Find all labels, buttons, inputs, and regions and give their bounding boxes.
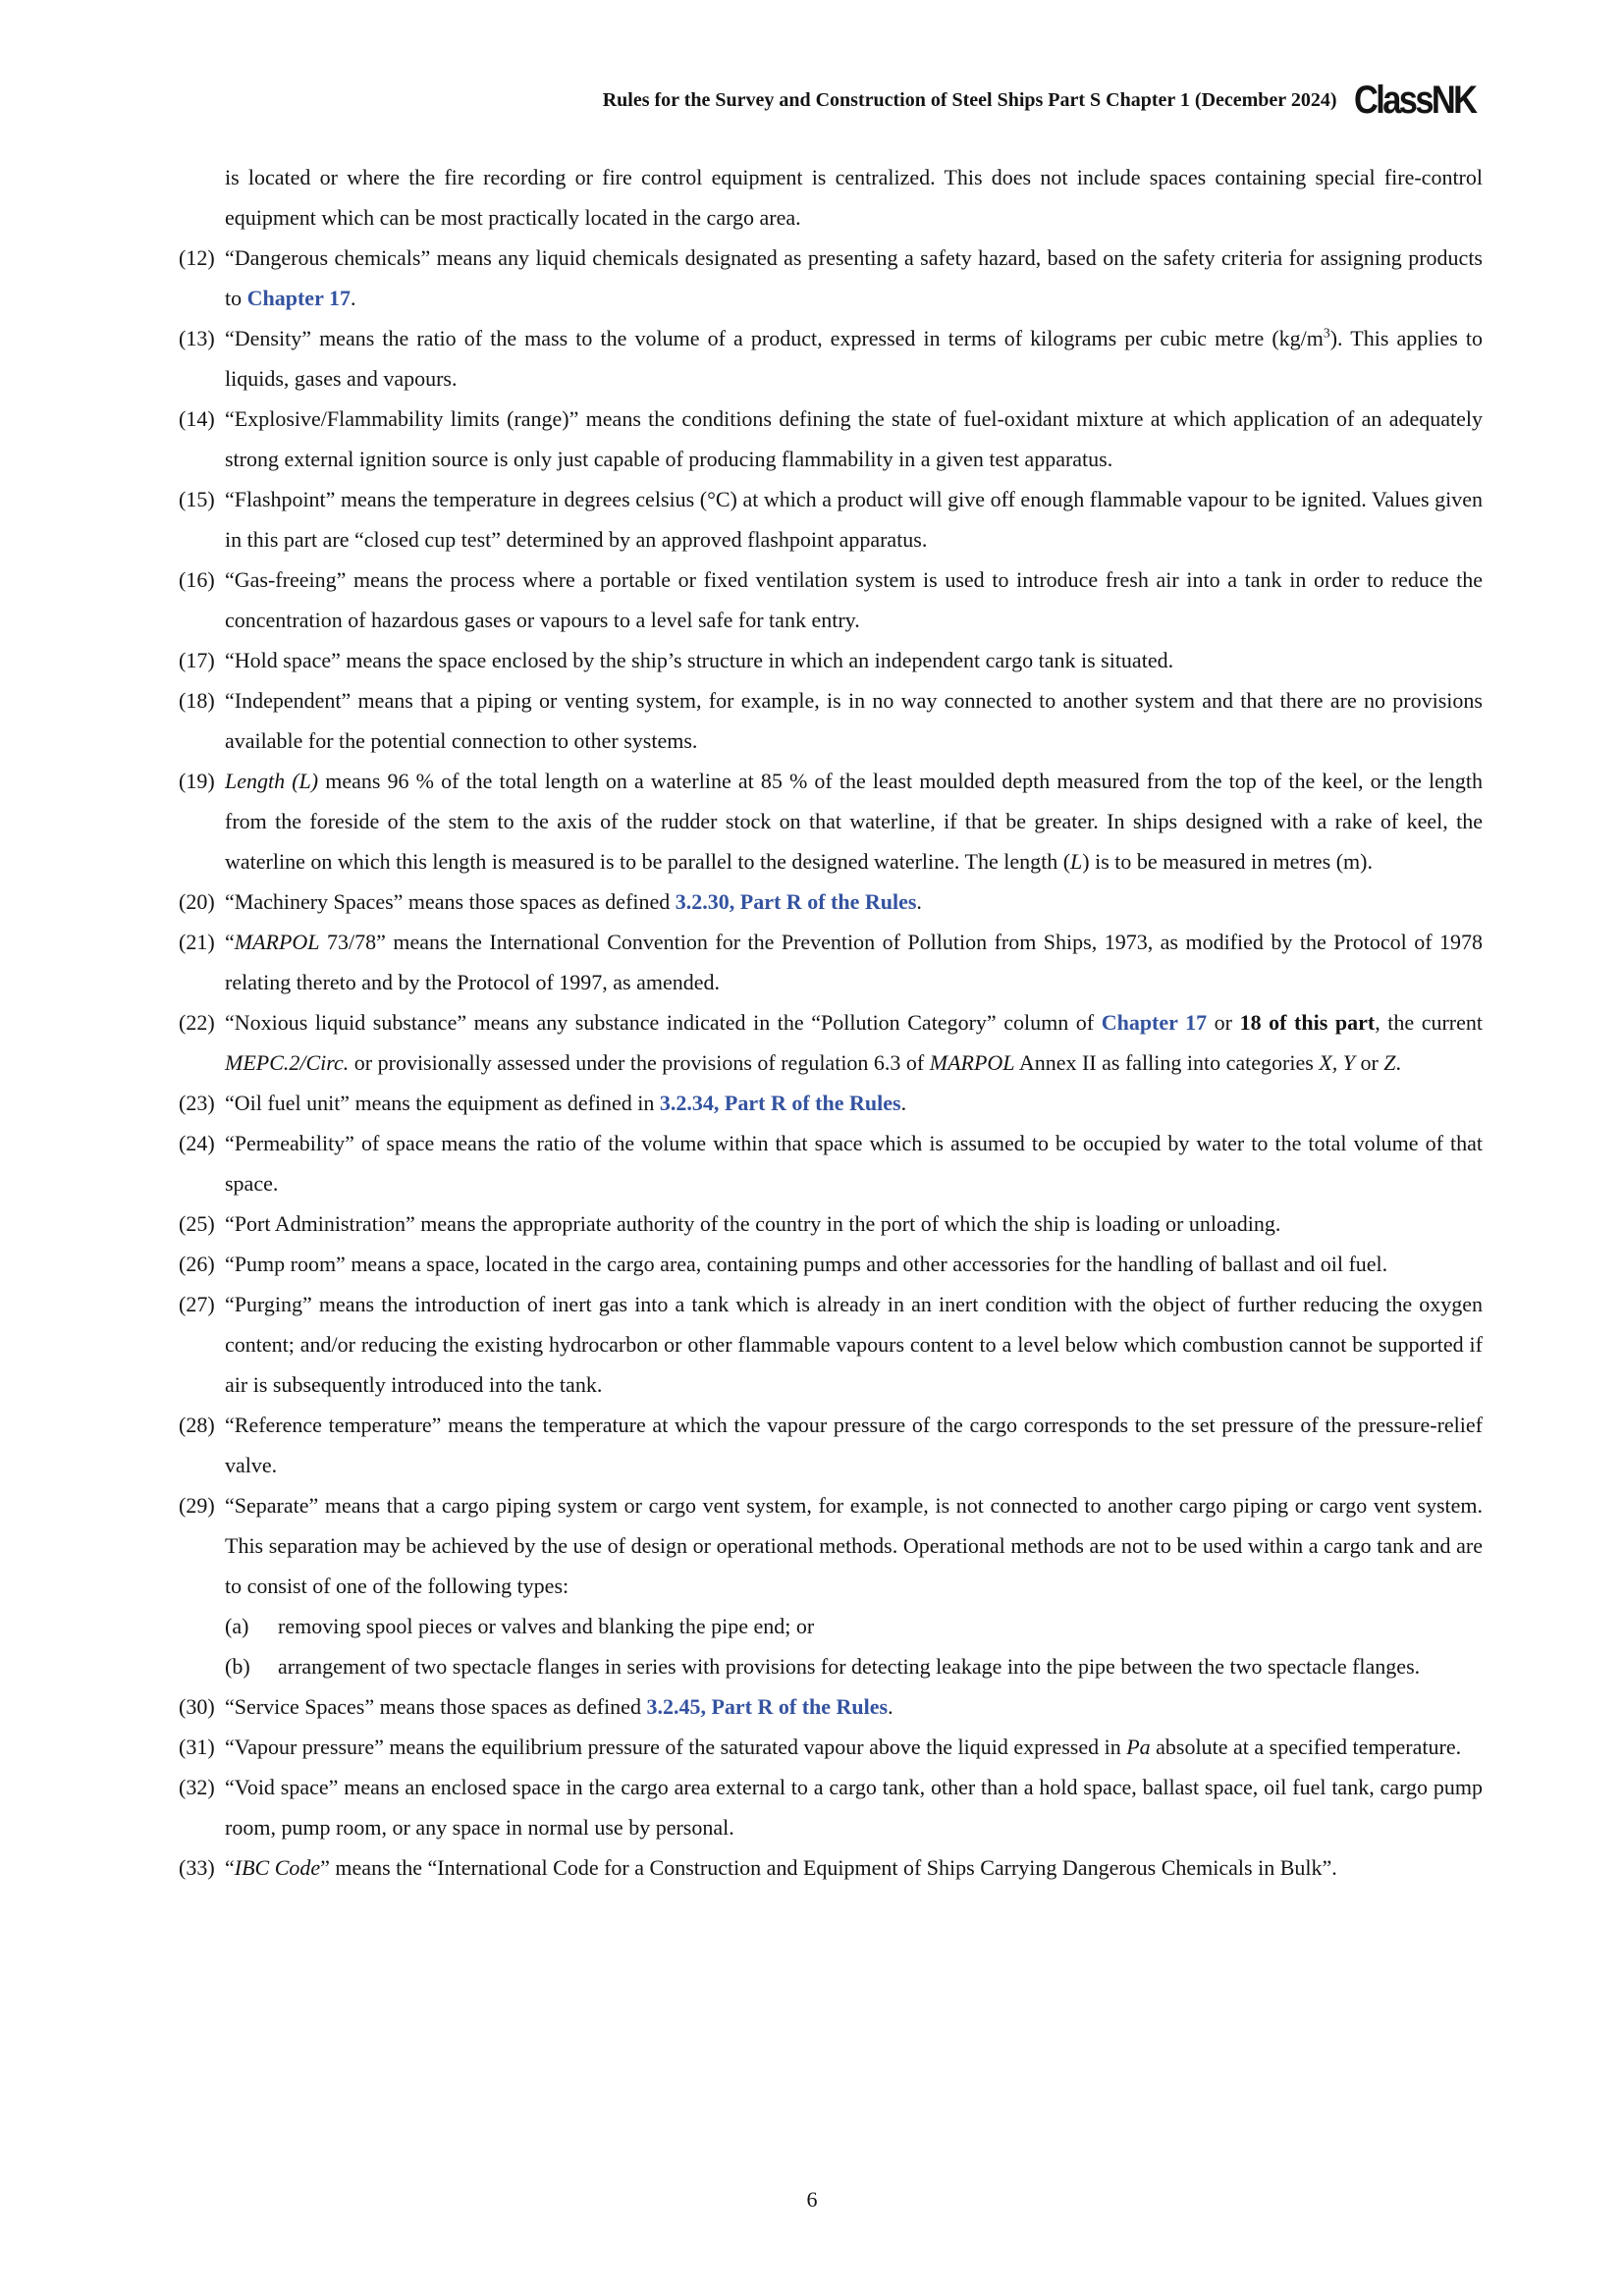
definition-item [179, 922, 1483, 1002]
text-segment: . [900, 1091, 907, 1115]
definition-sub-item [179, 1606, 1483, 1646]
definition-sub-item [179, 1646, 1483, 1686]
text-segment: Pa [1126, 1735, 1151, 1759]
text-segment: “Separate” means that a cargo piping system or cargo vent system, for example, is not connected to another cargo piping or cargo vent system. This separation may be achieved by the use of design or operational methods. Operational methods are not to be used within a cargo tank and are to consist of one of the following types: [225, 1493, 1483, 1598]
definition-item [179, 881, 1483, 922]
definition-item [179, 1767, 1483, 1847]
item-number: (26) [179, 1252, 215, 1276]
text-segment: 73/78” means the International Convention for the Prevention of Pollution from Ships, 1973, as modified by the Protocol of 1978 relating thereto and by the Protocol of 1997, as amended. [225, 930, 1483, 994]
cross-reference-link[interactable]: 3.2.30, Part R of the Rules [675, 889, 917, 914]
item-number: (23) [179, 1091, 215, 1115]
text-segment: “Dangerous chemicals” means any liquid chemicals designated as presenting a safety hazard, based on the safety criteria for assigning products to [225, 245, 1483, 310]
text-segment: L [1070, 849, 1083, 874]
text-segment: Z [1383, 1050, 1396, 1075]
text-segment: “Pump room” means a space, located in the cargo area, containing pumps and other accessories for the handling of ballast and oil fuel. [225, 1252, 1388, 1276]
text-segment: “Gas-freeing” means the process where a portable or fixed ventilation system is used to introduce fresh air into a tank in order to reduce the concentration of hazardous gases or vapours to a level safe for tank entry. [225, 567, 1483, 632]
item-number: (24) [179, 1131, 215, 1155]
text-segment: . [1395, 1050, 1402, 1075]
item-number: (31) [179, 1735, 215, 1759]
text-segment: “Explosive/Flammability limits (range)” means the conditions defining the state of fuel-oxidant mixture at which application of an adequately strong external ignition source is only just capable of producing flammability in a given test apparatus. [225, 406, 1483, 471]
text-segment: . [350, 286, 356, 310]
item-number: (32) [179, 1775, 215, 1799]
text-segment: “Density” means the ratio of the mass to the volume of a product, expressed in terms of kilograms per cubic metre (kg/m [225, 326, 1324, 350]
text-segment: means 96 % of the total length on a waterline at 85 % of the least moulded depth measured from the top of the keel, or the length from the foreside of the stem to the axis of the rudder stock on that waterline, if that be greater. In ships designed with a rake of keel, the waterline on which this length is measured is to be parallel to the designed waterline. The length ( [225, 769, 1484, 874]
item-number: (19) [179, 769, 215, 793]
definition-item [179, 1083, 1483, 1123]
definition-item [179, 1123, 1483, 1203]
text-segment: MARPOL [234, 930, 320, 954]
text-segment: . [916, 889, 922, 914]
definition-item [179, 1244, 1483, 1284]
cross-reference-link[interactable]: 3.2.34, Part R of the Rules [659, 1091, 901, 1115]
text-segment: “Port Administration” means the appropriate authority of the country in the port of which the ship is loading or unloading. [225, 1211, 1281, 1236]
cross-reference-link[interactable]: Chapter 17 [246, 286, 351, 310]
text-segment: absolute at a specified temperature. [1150, 1735, 1462, 1759]
header-title: Rules for the Survey and Construction of Steel Ships Part S Chapter 1 (December 2024) [602, 88, 1337, 111]
definition-item [179, 761, 1483, 881]
text-segment: “Void space” means an enclosed space in the cargo area external to a cargo tank, other than a hold space, ballast space, oil fuel tank, cargo pump room, pump room, or any space in normal use by personal. [225, 1775, 1483, 1840]
definition-item [179, 1485, 1483, 1606]
paragraph-continuation [179, 157, 1483, 238]
text-segment: “ [225, 930, 235, 954]
text-segment: MARPOL [929, 1050, 1015, 1075]
text-segment: “Service Spaces” means those spaces as defined [225, 1694, 647, 1719]
text-segment: “Permeability” of space means the ratio of the volume within that space which is assumed to be occupied by water to the total volume of that space. [225, 1131, 1483, 1196]
text-segment: IBC Code [234, 1855, 321, 1880]
item-number: (14) [179, 406, 215, 431]
item-number: (18) [179, 688, 215, 713]
text-segment: or [1354, 1050, 1384, 1075]
text-segment: . [888, 1694, 893, 1719]
definition-item [179, 1405, 1483, 1485]
definition-item [179, 479, 1483, 560]
document-body [179, 157, 1483, 1888]
definition-item [179, 318, 1483, 399]
item-number: (21) [179, 930, 215, 954]
item-number: (27) [179, 1292, 215, 1316]
page-number: 6 [806, 2187, 818, 2212]
definition-item [179, 399, 1483, 479]
item-number: (33) [179, 1855, 215, 1880]
item-number: (12) [179, 245, 215, 270]
item-number: (13) [179, 326, 215, 350]
item-number: (22) [179, 1010, 215, 1035]
definition-item [179, 1284, 1483, 1405]
definition-item [179, 1727, 1483, 1767]
definition-item [179, 1203, 1483, 1244]
classnk-logo: ClassNK [1354, 79, 1476, 122]
text-segment: “Independent” means that a piping or venting system, for example, is in no way connected to another system and that there are no provisions available for the potential connection to other systems. [225, 688, 1483, 753]
page-header [0, 80, 1495, 120]
text-segment: “Oil fuel unit” means the equipment as defined in [225, 1091, 660, 1115]
item-number: (b) [225, 1654, 250, 1679]
text-segment: “Flashpoint” means the temperature in degrees celsius (°C) at which a product will give off enough flammable vapour to be ignited. Values given in this part are “closed cup test” determined by an approved flashpoint apparatus. [225, 487, 1483, 552]
text-segment: Length (L) [225, 769, 319, 793]
text-segment: 18 of this part [1239, 1010, 1376, 1035]
text-segment: , the current [1375, 1010, 1484, 1035]
text-segment: “Noxious liquid substance” means any substance indicated in the “Pollution Category” column of [225, 1010, 1102, 1035]
text-segment: ) is to be measured in metres (m). [1082, 849, 1373, 874]
text-segment: “Hold space” means the space enclosed by the ship’s structure in which an independent cargo tank is situated. [225, 648, 1174, 672]
text-segment: “Machinery Spaces” means those spaces as defined [225, 889, 676, 914]
text-segment: Annex II as falling into categories [1014, 1050, 1320, 1075]
item-number: (17) [179, 648, 215, 672]
text-segment: or provisionally assessed under the provisions of regulation 6.3 of [349, 1050, 930, 1075]
text-segment: removing spool pieces or valves and blanking the pipe end; or [278, 1614, 815, 1638]
definition-item [179, 680, 1483, 761]
text-segment: X, Y [1319, 1050, 1355, 1075]
cross-reference-link[interactable]: 3.2.45, Part R of the Rules [646, 1694, 889, 1719]
item-number: (16) [179, 567, 215, 592]
item-number: (29) [179, 1493, 215, 1518]
text-segment: MEPC.2/Circ. [225, 1050, 350, 1075]
item-number: (20) [179, 889, 215, 914]
text-segment: “ [225, 1855, 235, 1880]
page-footer [0, 2187, 1624, 2213]
text-segment: arrangement of two spectacle flanges in series with provisions for detecting leakage into the pipe between the two spectacle flanges. [278, 1654, 1421, 1679]
text-segment: “Purging” means the introduction of inert gas into a tank which is already in an inert condition with the object of further reducing the oxygen content; and/or reducing the existing hydrocarbon or other flammable vapours content to a level below which combustion cannot be supported if air is subsequently introduced into the tank. [225, 1292, 1483, 1397]
text-segment: 3 [1323, 325, 1330, 341]
text-segment: ). This applies to liquids, gases and vapours. [225, 326, 1484, 391]
item-number: (a) [225, 1614, 249, 1638]
definition-item [179, 238, 1483, 318]
cross-reference-link[interactable]: Chapter 17 [1101, 1010, 1208, 1035]
item-number: (25) [179, 1211, 215, 1236]
definition-item [179, 640, 1483, 680]
item-number: (15) [179, 487, 215, 511]
text-segment: or [1207, 1010, 1240, 1035]
definition-item [179, 1002, 1483, 1083]
definition-item [179, 560, 1483, 640]
definition-item [179, 1686, 1483, 1727]
text-segment: ” means the “International Code for a Construction and Equipment of Ships Carrying Dangerous Chemicals in Bulk”. [320, 1855, 1337, 1880]
text-segment: “Reference temperature” means the temperature at which the vapour pressure of the cargo corresponds to the set pressure of the pressure-relief valve. [225, 1413, 1483, 1477]
item-number: (28) [179, 1413, 215, 1437]
text-segment: “Vapour pressure” means the equilibrium pressure of the saturated vapour above the liquid expressed in [225, 1735, 1127, 1759]
definition-item [179, 1847, 1483, 1888]
item-number: (30) [179, 1694, 215, 1719]
text-segment: is located or where the fire recording or fire control equipment is centralized. This does not include spaces containing special fire-control equipment which can be most practically located in the cargo area. [225, 165, 1483, 230]
